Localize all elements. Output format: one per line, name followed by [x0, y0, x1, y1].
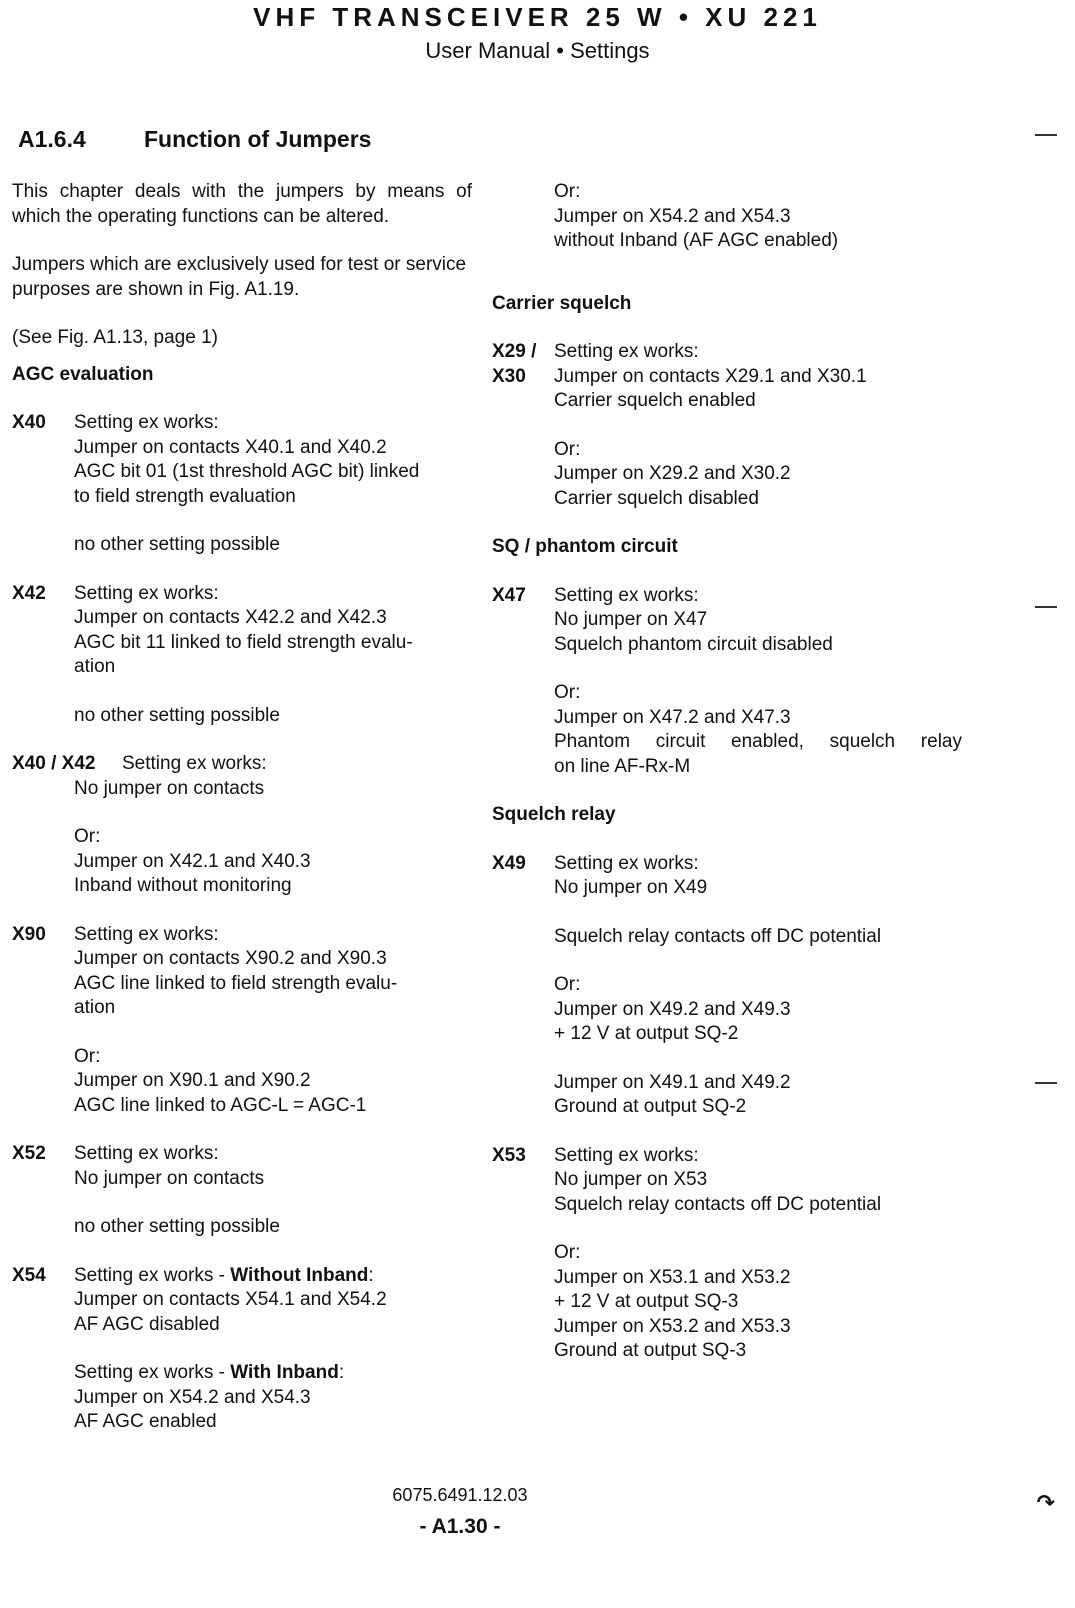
jumper-x52	[12, 1142, 472, 1240]
setting-line: Jumper on X42.1 and X40.3	[74, 850, 311, 872]
setting-prefix: Setting ex works -	[74, 1264, 231, 1286]
agc-evaluation-heading: AGC evaluation	[12, 363, 154, 385]
jumper-label: X42	[12, 582, 46, 604]
setting-line: Setting ex works:	[74, 412, 219, 433]
or-label: Or:	[554, 974, 581, 995]
setting-line: Jumper on X47.2 and X47.3	[554, 706, 791, 728]
setting-line: AGC bit 11 linked to field strength evalu-	[74, 631, 413, 653]
setting-line: Jumper on X54.2 and X54.3	[554, 205, 791, 227]
jumper-label: X90	[12, 923, 46, 945]
setting-line: ation	[74, 997, 116, 1018]
setting-line: AGC bit 01 (1st threshold AGC bit) linked	[74, 461, 420, 482]
setting-line: Jumper on X90.1 and X90.2	[74, 1070, 311, 1091]
setting-line: Squelch relay contacts off DC potential	[554, 1193, 882, 1215]
setting-line: Jumper on contacts X42.2 and X42.3	[74, 607, 387, 628]
setting-mode: With Inband	[230, 1362, 339, 1383]
setting-line: Squelch relay contacts off DC potential	[554, 925, 882, 947]
setting-line: Jumper on X54.2 and X54.3	[74, 1386, 311, 1408]
setting-line: No jumper on X49	[554, 877, 708, 898]
jumper-x29-x30	[492, 340, 962, 511]
setting-line: Setting ex works:	[122, 753, 267, 774]
document-number: 6075.6491.12.03	[392, 1485, 528, 1505]
setting-line: Carrier squelch disabled	[554, 487, 759, 509]
setting-line: Ground at output SQ-3	[554, 1340, 747, 1361]
setting-line: Setting ex works:	[74, 923, 219, 945]
jumper-label: X52	[12, 1143, 46, 1164]
jumper-label: X29 /	[492, 341, 537, 362]
setting-prefix: Setting ex works -	[74, 1362, 231, 1383]
setting-line: ation	[74, 656, 116, 677]
setting-line: Inband without monitoring	[74, 875, 292, 896]
right-column	[492, 180, 962, 1388]
setting-line: Setting ex works:	[554, 852, 699, 874]
setting-line: Setting ex works:	[74, 1143, 219, 1164]
intro-paragraph-1: This chapter deals with the jumpers by means of which the operating functions can be altered.	[12, 181, 472, 227]
jumper-x54-continued	[492, 180, 962, 254]
or-label: Or:	[554, 682, 581, 703]
or-label: Or:	[554, 181, 581, 202]
jumper-label: X49	[492, 852, 526, 874]
jumper-x47	[492, 584, 962, 780]
setting-line: + 12 V at output SQ-3	[554, 1291, 739, 1312]
margin-mark	[1035, 134, 1057, 136]
setting-suffix: :	[368, 1264, 374, 1286]
squelch-relay-heading: Squelch relay	[492, 804, 616, 825]
setting-line: No jumper on X53	[554, 1169, 708, 1190]
setting-line: Jumper on X53.1 and X53.2	[554, 1266, 791, 1288]
jumper-x40	[12, 411, 472, 558]
margin-mark	[1035, 606, 1057, 608]
setting-line: Jumper on contacts X90.2 and X90.3	[74, 948, 387, 969]
carrier-squelch-heading: Carrier squelch	[492, 292, 632, 314]
setting-line: Jumper on X49.2 and X49.3	[554, 998, 791, 1020]
setting-suffix: :	[338, 1362, 345, 1383]
jumper-x42	[12, 582, 472, 729]
header-title: VHF TRANSCEIVER 25 W • XU 221	[253, 2, 822, 32]
jumper-x40-x42	[12, 752, 472, 899]
jumper-x90	[12, 923, 472, 1119]
jumper-x53	[492, 1144, 962, 1364]
jumper-x54	[12, 1264, 472, 1435]
setting-note: no other setting possible	[74, 1216, 280, 1237]
setting-line	[74, 1264, 472, 1289]
corner-mark-icon: ↷	[1036, 1490, 1055, 1515]
setting-line: Squelch phantom circuit disabled	[554, 633, 833, 655]
setting-line	[74, 1361, 472, 1386]
header-subtitle: User Manual • Settings	[425, 38, 650, 63]
setting-line: Jumper on contacts X40.1 and X40.2	[74, 436, 387, 458]
section-number: A1.6.4	[18, 126, 86, 152]
setting-line: Jumper on contacts X54.1 and X54.2	[74, 1289, 387, 1310]
sq-phantom-heading: SQ / phantom circuit	[492, 536, 678, 557]
jumper-body	[74, 777, 472, 899]
setting-line: Setting ex works:	[554, 584, 699, 606]
section-name: Function of Jumpers	[144, 126, 372, 152]
jumper-x49	[492, 852, 962, 1120]
setting-line: Jumper on X29.2 and X30.2	[554, 463, 791, 484]
or-label: Or:	[554, 438, 581, 460]
setting-line: No jumper on X47	[554, 609, 708, 630]
jumper-label: X47	[492, 584, 526, 606]
jumper-label: X54	[12, 1264, 46, 1286]
setting-line: Jumper on X53.2 and X53.3	[554, 1315, 791, 1337]
setting-line: No jumper on contacts	[74, 1167, 265, 1189]
jumper-label: X40 / X42	[12, 753, 96, 774]
setting-line: to field strength evaluation	[74, 485, 296, 507]
setting-line: AGC line linked to field strength evalu-	[74, 972, 398, 994]
setting-line: Setting ex works:	[74, 582, 219, 604]
setting-line: + 12 V at output SQ-2	[554, 1023, 739, 1044]
page-number: - A1.30 -	[419, 1515, 501, 1538]
intro-paragraph-2: Jumpers which are exclusively used for test or service purposes are shown in Fig. A1.19.	[12, 254, 467, 300]
jumper-label: X40	[12, 412, 46, 433]
setting-line: on line AF-Rx-M	[554, 755, 691, 777]
setting-line: No jumper on contacts	[74, 777, 265, 799]
setting-line: AF AGC disabled	[74, 1313, 220, 1335]
setting-line: Ground at output SQ-2	[554, 1096, 747, 1117]
jumper-label: X53	[492, 1144, 526, 1166]
or-label: Or:	[74, 1045, 101, 1067]
or-label: Or:	[554, 1242, 581, 1263]
setting-note: no other setting possible	[74, 534, 280, 555]
setting-line: Carrier squelch enabled	[554, 390, 756, 411]
jumper-label: X30	[492, 365, 526, 387]
setting-line: AGC line linked to AGC-L = AGC-1	[74, 1094, 367, 1116]
setting-line: Jumper on contacts X29.1 and X30.1	[554, 365, 867, 387]
setting-line: Jumper on X49.1 and X49.2	[554, 1071, 791, 1093]
or-label: Or:	[74, 826, 101, 847]
setting-line: AF AGC enabled	[74, 1411, 217, 1432]
section-title	[18, 126, 371, 153]
setting-line: Setting ex works:	[554, 1144, 699, 1166]
setting-mode: Without Inband	[230, 1264, 369, 1286]
figure-reference: (See Fig. A1.13, page 1)	[12, 327, 218, 348]
setting-line: Phantom circuit enabled, squelch relay	[554, 731, 962, 752]
setting-line: without Inband (AF AGC enabled)	[554, 230, 839, 251]
setting-note: no other setting possible	[74, 704, 280, 726]
margin-mark	[1035, 1082, 1057, 1084]
setting-line: Setting ex works:	[554, 341, 699, 362]
left-column	[12, 180, 472, 1459]
